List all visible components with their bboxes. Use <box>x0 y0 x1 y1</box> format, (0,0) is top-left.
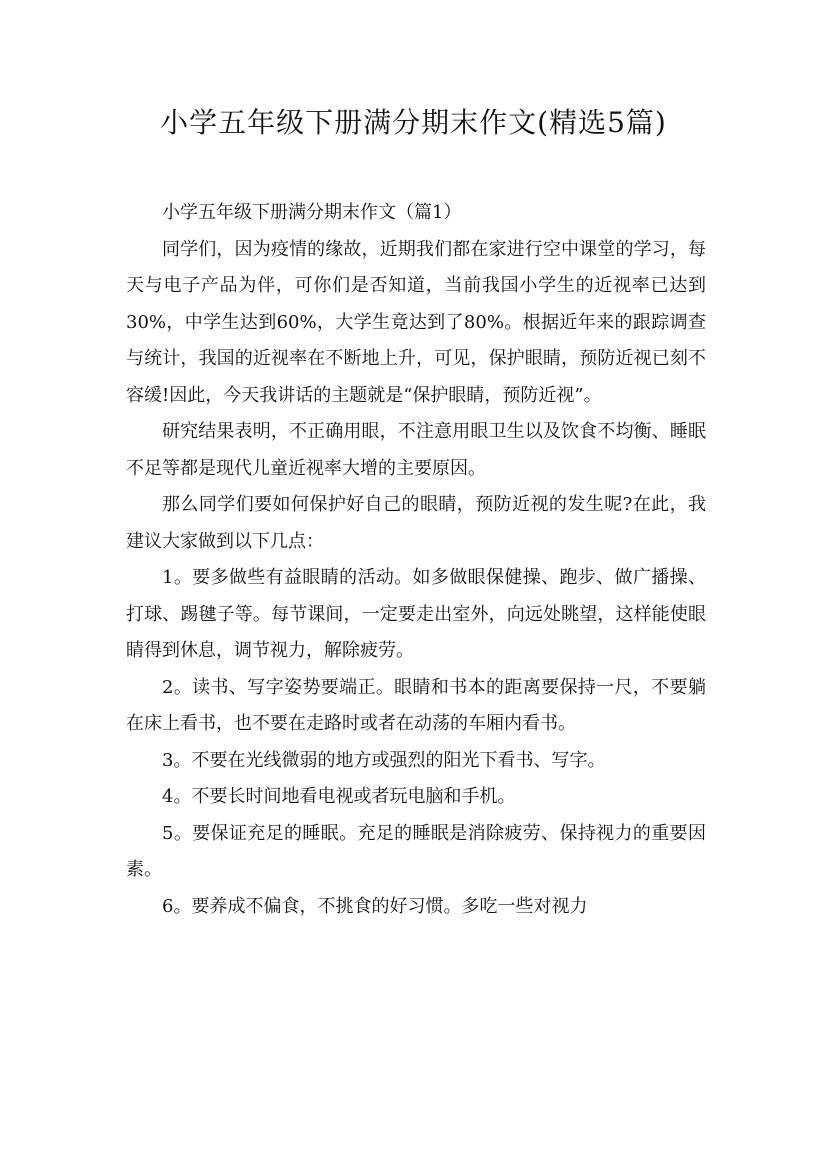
paragraph-tip-6: 6。要养成不偏食，不挑食的好习惯。多吃一些对视力 <box>162 895 588 917</box>
paragraph-intro: 同学们，因为疫情的缘故，近期我们都在家进行空中课堂的学习，每天与电子产品为伴，可你们是否知道，当前我国小学生的近视率已达到30%，中学生达到60%，大学生竟达到了80%。根据近年来的跟踪调查与统计，我国的近视率在不断地上升，可见，保护眼睛，预防近视已刻不容缓!因此，今天我讲话的主题就是“保护眼睛，预防近视”。 <box>126 238 706 406</box>
paragraph-tip-2: 2。读书、写字姿势要端正。眼睛和书本的距离要保持一尺，不要躺在床上看书，也不要在走路时或者在动荡的车厢内看书。 <box>126 676 706 734</box>
paragraph-research: 研究结果表明，不正确用眼，不注意用眼卫生以及饮食不均衡、睡眠不足等都是现代儿童近视率大增的主要原因。 <box>126 421 706 479</box>
document-body <box>126 195 706 925</box>
paragraph-tip-5: 5。要保证充足的睡眠。充足的睡眠是消除疲劳、保持视力的重要因素。 <box>126 822 706 880</box>
section-heading: 小学五年级下册满分期末作文（篇1） <box>162 202 462 223</box>
paragraph-tip-1: 1。要多做些有益眼睛的活动。如多做眼保健操、跑步、做广播操、打球、踢毽子等。每节课间，一定要走出室外，向远处眺望，这样能使眼睛得到休息，调节视力，解除疲劳。 <box>126 567 706 661</box>
paragraph-tip-4: 4。不要长时间地看电视或者玩电脑和手机。 <box>162 786 516 807</box>
paragraph-suggestions-intro: 那么同学们要如何保护好自己的眼睛，预防近视的发生呢?在此，我建议大家做到以下几点： <box>126 494 706 552</box>
document-title: 小学五年级下册满分期末作文(精选5篇) <box>160 106 667 139</box>
paragraph-tip-3: 3。不要在光线微弱的地方或强烈的阳光下看书、写字。 <box>162 749 606 771</box>
